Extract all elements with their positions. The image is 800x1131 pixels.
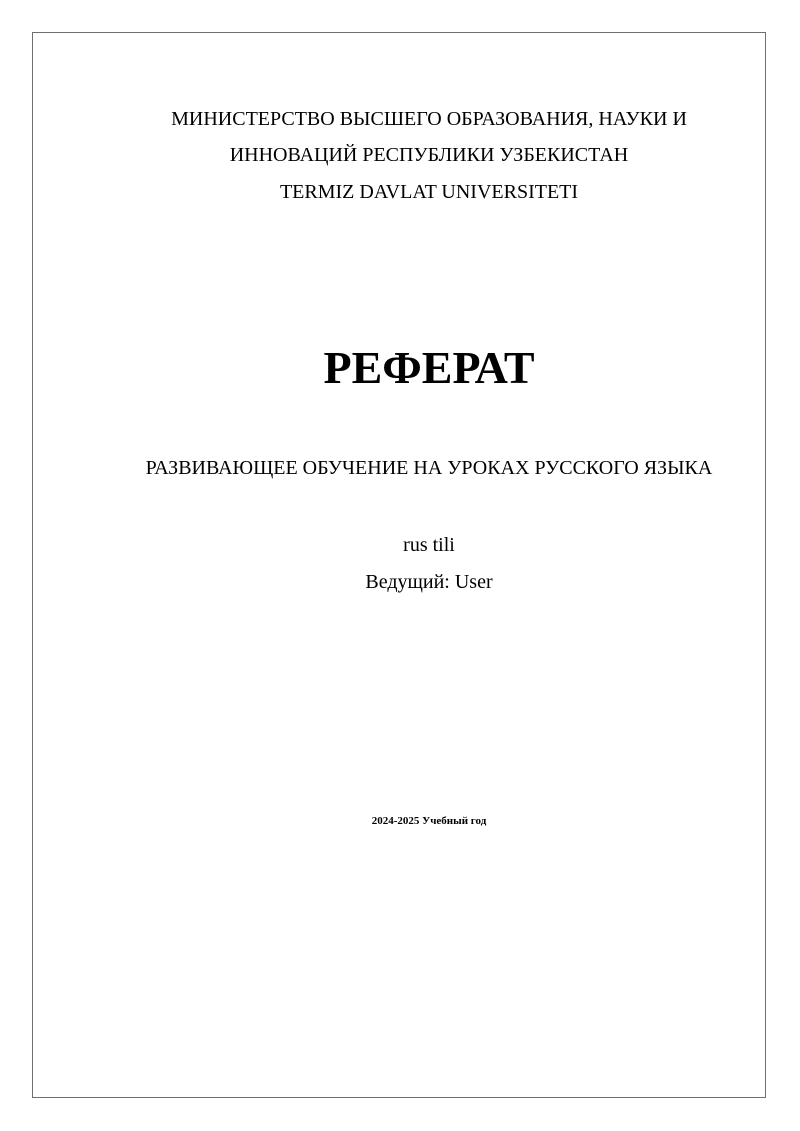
subject-name: rus tili — [403, 534, 455, 556]
academic-year: 2024-2025 Учебный год — [371, 815, 487, 827]
document-title: РЕФЕРАТ — [323, 342, 535, 393]
leader-line: Ведущий: User — [365, 571, 493, 593]
ministry-line-2: ИННОВАЦИЙ РЕСПУБЛИКИ УЗБЕКИСТАН — [229, 144, 629, 166]
ministry-line-1: МИНИСТЕРСТВО ВЫСШЕГО ОБРАЗОВАНИЯ, НАУКИ И — [171, 108, 687, 130]
university-name: TERMIZ DAVLAT UNIVERSITETI — [279, 181, 579, 203]
document-topic: РАЗВИВАЮЩЕЕ ОБУЧЕНИЕ НА УРОКАХ РУССКОГО ЯЗЫКА — [145, 457, 713, 479]
